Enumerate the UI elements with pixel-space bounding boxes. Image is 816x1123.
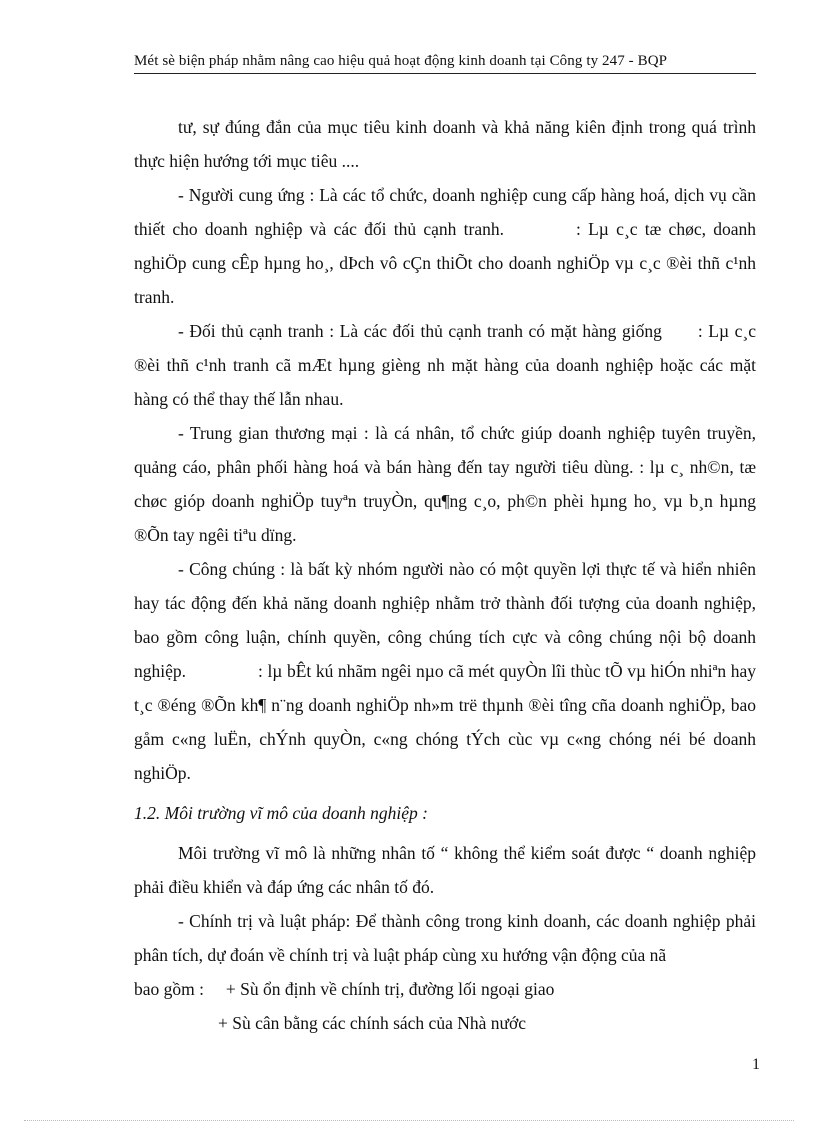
paragraph-intermediaries: [134, 416, 756, 552]
paragraph-suppliers: [134, 178, 756, 314]
paragraph-public-legacy-text: : lµ bÊt kú nhãm ngêi nµo cã mét quyÒn lîi thùc tÕ vµ hiÓn nhiªn hay t¸c ®éng ®Õn kh¶ n¨ng doanh nghiÖp nh»m trë thµnh ®èi tîng cña doanh nghiÖp, bao gåm c«ng luËn, chÝnh quyÒn, c«ng chóng tÝch cùc vµ c«ng chóng néi bé doanh nghiÖp.: [134, 661, 756, 783]
paragraph-macro-environment-text: Môi trường vĩ mô là những nhân tố “ không thể kiểm soát được “ doanh nghiệp phải điều khiển và đáp ứng các nhân tố đó.: [134, 843, 756, 897]
bullet-item-policy-balance: + Sù cân bằng các chính sách của Nhà nước: [218, 1013, 527, 1033]
bullet-item-policy-balance-row: [134, 1006, 756, 1040]
paragraph-competitors-text: - Đối thủ cạnh tranh : Là các đối thủ cạnh tranh có mặt hàng giống: [178, 321, 662, 341]
paragraph-intermediaries-text: - Trung gian thương mại : là cá nhân, tổ chức giúp doanh nghiệp tuyên truyền, quảng cáo, phân phối hàng hoá và bán hàng đến tay người tiêu dùng. : lµ c¸ nh©n, tæ chøc gióp doanh nghiÖp tuyªn truyÒn, qu¶ng c¸o, ph©n phèi hµng ho¸ vµ b¸n hµng ®Õn tay ngêi tiªu dïng.: [134, 423, 756, 545]
paragraph-public: [134, 552, 756, 790]
paragraph-public-text: - Công chúng : là bất kỳ nhóm người nào có một quyền lợi thực tế và hiển nhiên hay tác động đến khả năng doanh nghiệp nhằm trở thành đối tượng của doanh nghiệp, bao gồm công luận, chính quyền, công chúng tích cực và công chúng nội bộ doanh nghiệp.: [134, 559, 756, 681]
bullet-list-lead: [134, 972, 756, 1006]
page-number: 1: [752, 1056, 760, 1073]
paragraph-politics-law-text: - Chính trị và luật pháp: Để thành công trong kinh doanh, các doanh nghiệp phải phân tích, dự đoán về chính trị và luật pháp cùng xu hướng vận động của nã: [134, 911, 756, 965]
paragraph-objectives-text: tư, sự đúng đắn của mục tiêu kinh doanh và khả năng kiên định trong quá trình thực hiện hướng tới mục tiêu ....: [134, 117, 756, 171]
header-title: Mét sè biện pháp nhằm nâng cao hiệu quả hoạt động kinh doanh tại Công ty 247 - BQP: [134, 53, 668, 69]
paragraph-suppliers-legacy-text: : Lµ c¸c tæ chøc, doanh nghiÖp cung cÊp hµng ho¸, dÞch vô cÇn thiÕt cho doanh nghiÖp vµ c¸c ®èi thñ c¹nh tranh.: [134, 219, 756, 307]
paragraph-macro-environment: [134, 836, 756, 904]
paragraph-suppliers-text: - Người cung ứng : Là các tổ chức, doanh nghiệp cung cấp hàng hoá, dịch vụ cần thiết cho doanh nghiệp và các đối thủ cạnh tranh.: [134, 185, 756, 239]
paragraph-competitors-legacy-text: : Lµ c¸c ®èi thñ c¹nh tranh cã mÆt hµng gièng nh mặt hàng của doanh nghiệp hoặc các mặt hàng có thể thay thế lẫn nhau.: [134, 321, 756, 409]
paragraph-competitors: [134, 314, 756, 416]
footer-divider: [24, 1120, 794, 1121]
page-header: [134, 52, 756, 74]
section-heading: 1.2. Môi trường vĩ mô của doanh nghiệp :: [134, 803, 428, 823]
document-body: [134, 110, 756, 1040]
paragraph-politics-law: [134, 904, 756, 972]
bullet-lead-text: bao gồm :: [134, 979, 204, 999]
paragraph-objectives: [134, 110, 756, 178]
bullet-item-political-stability: + Sù ổn định về chính trị, đường lối ngoại giao: [225, 979, 555, 999]
